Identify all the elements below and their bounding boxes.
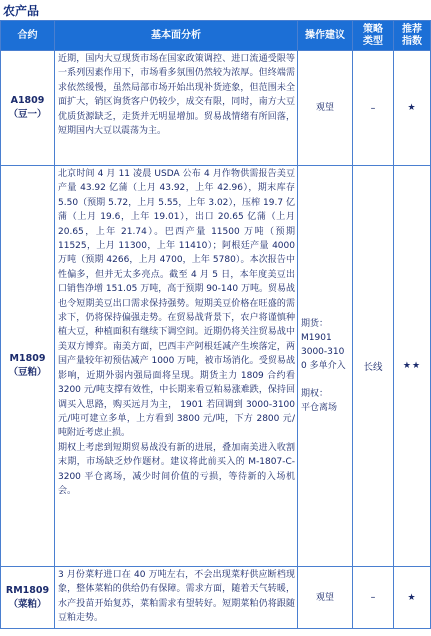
analysis-text: 北京时间 4 月 11 凌晨 USDA 公布 4 月作物供需报告美豆产量 43.92 亿蒲（上月 43.92，上年 42.96），期末库存 5.50（预期 5.72，上月 5.55，上年 3.02），压榨 19.7 亿蒲（上月 19.6，上年 19.01），出口 20.65 亿蒲（上月 20.65，上年 21.74）。巴西产量 11500 万吨（预期 11525，上月 11300，上年 11410）；阿根廷产量 4000 万吨（预期 4266，上月 4700，上年 5780）。本次报告中性偏多，但并无太多亮点。截至 4 月 5 日，本年度美豆出口销售净增 151.05 万吨，高于预期 90-140 万吨。贸易战也令短期美豆出口需求保持强势。短期美豆价格在旺盛的需求下，仍将保持偏强走势。在贸易战背景下，农户将谨慎种植大豆，种植面积有继续下调空间。近期仍将关注贸易战中美双方博弈。南美方面，巴西丰产阿根廷减产生埃落定，两国产量较年初预估减产 1000 万吨，被市场消化。受贸易战影响，近期外弱内强局面将呈现。期货主力 1809 合约看 3200 元/吨支撑有效性，中长期来看豆粕易涨难跌，保持回调买入思路，购买远月为主， 1901 若回调到 3000-3100 元/吨可建立多单，上方看到 3800 元/吨，下方 2800 元/吨附近考虑止损。 bbox=[58, 169, 295, 439]
analysis-cell bbox=[55, 567, 298, 629]
header-contract: 合约 bbox=[1, 21, 55, 51]
contract-code: A1809 bbox=[10, 95, 45, 106]
header-analysis: 基本面分析 bbox=[55, 21, 298, 51]
advice-cell: 观望 bbox=[298, 567, 353, 629]
header-advice: 操作建议 bbox=[298, 21, 353, 51]
contract-code: RM1809 bbox=[5, 584, 50, 596]
contract-cell bbox=[1, 567, 55, 629]
table-row-m1809 bbox=[1, 166, 431, 567]
analysis-text: 近期，国内大豆现货市场在国家政策调控、进口流通受限等一系列因素作用下，市场看多氛围仍然较为浓厚。但终端需求依然缓慢，虽然局部市场开始出现补货迹象，但范围未全面扩大，销区询货客户仍较少，成交有限，同时，南方大豆优质货源缺乏，走货并无明显增加。贸易战情绪有所回落，短期国内大豆以震荡为主。 bbox=[58, 54, 295, 137]
rating-stars-icon: ★★ bbox=[394, 166, 431, 567]
section-title: 农产品 bbox=[3, 4, 40, 18]
table-row-a1809 bbox=[1, 51, 431, 166]
rating-stars-icon: ★ bbox=[394, 567, 431, 629]
header-strategy-type: 策略 类型 bbox=[353, 21, 394, 51]
advice-cell: 观望 bbox=[298, 51, 353, 166]
contract-code: M1809 bbox=[9, 353, 46, 364]
contract-name: （菜粕） bbox=[8, 598, 47, 610]
table-row-rm1809 bbox=[1, 567, 431, 629]
contract-name: （豆一） bbox=[8, 109, 47, 120]
contract-cell bbox=[1, 51, 55, 166]
strategy-type-cell: – bbox=[353, 567, 394, 629]
contract-name: （豆粕） bbox=[8, 367, 47, 378]
analysis-text: 3 月份菜籽进口在 40 万吨左右，不会出现菜籽供应断档现象，整体菜粕的供给仍有保障。需求方面，随着天气转暖，水产投苗开始复苏，菜粕需求有望转好。短期菜粕仍将跟随豆粕走势。 bbox=[58, 570, 295, 624]
strategy-type-cell: – bbox=[353, 51, 394, 166]
analysis-cell bbox=[55, 166, 298, 567]
analysis-cell bbox=[55, 51, 298, 166]
agri-products-table bbox=[0, 20, 431, 629]
analysis-options-text: 期权上考虑到短期贸易战没有新的进展，叠加南美进入收割末期，市场缺乏炒作题材。建议将此前买入的 M-1807-C-3200 平仓离场，减少时间价值的亏损，等待新的入场机会。 bbox=[58, 442, 295, 496]
table-header-row bbox=[1, 21, 431, 51]
header-rating: 推荐 指数 bbox=[394, 21, 431, 51]
contract-cell bbox=[1, 166, 55, 567]
rating-stars-icon: ★ bbox=[394, 51, 431, 166]
strategy-type-cell: 长线 bbox=[353, 166, 394, 567]
advice-cell: 期货： M1901 3000-3100 多单介入 期权： 平仓离场 bbox=[298, 166, 353, 567]
